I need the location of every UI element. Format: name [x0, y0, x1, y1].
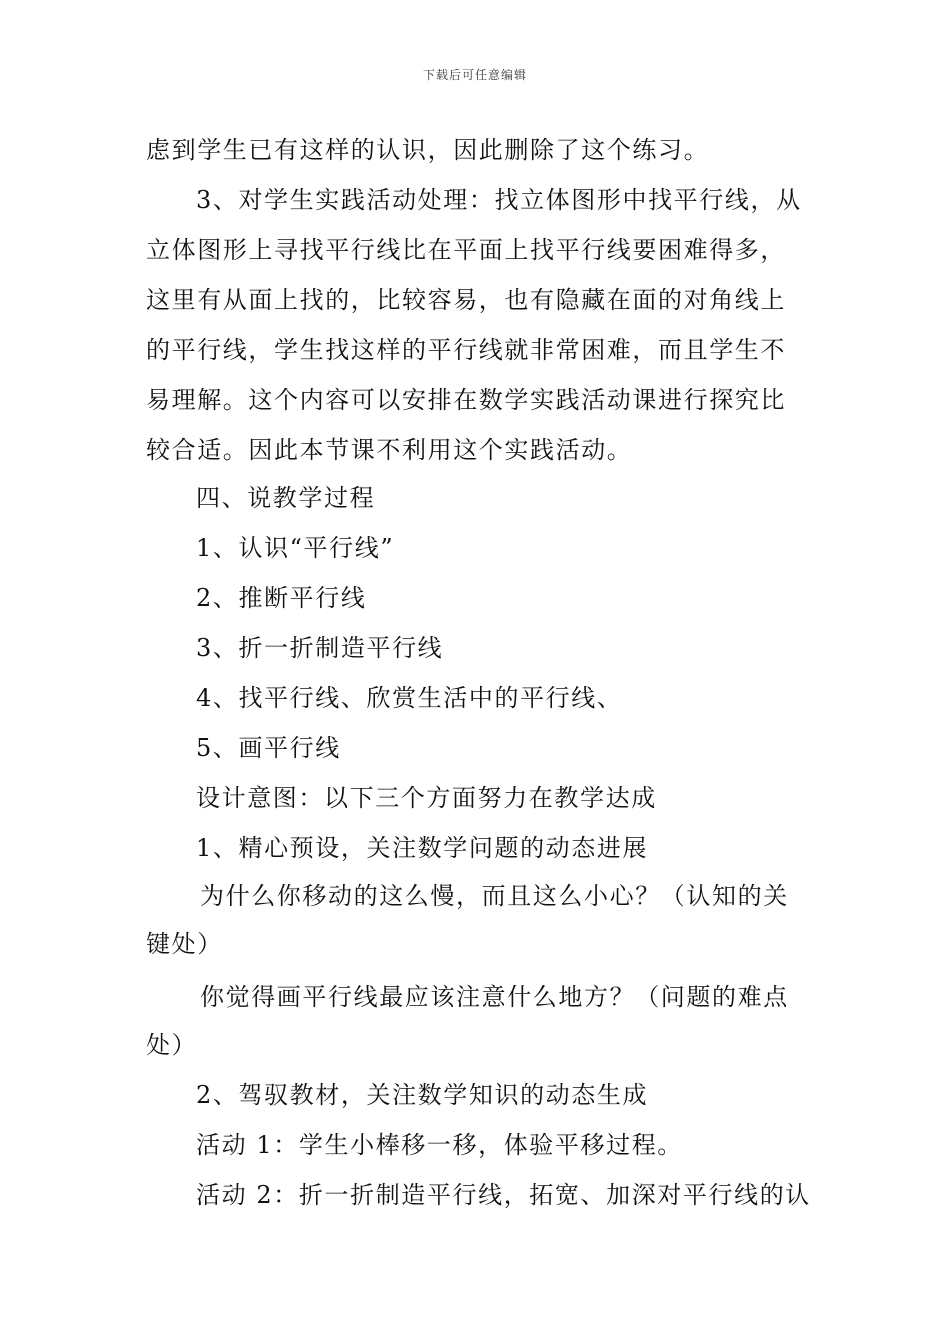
paragraph-line: 3、对学生实践活动处理：找立体图形中找平行线，从: [196, 186, 802, 214]
paragraph-line: 虑到学生已有这样的认识，因此删除了这个练习。: [146, 136, 710, 164]
paragraph-line: 的平行线，学生找这样的平行线就非常困难，而且学生不: [146, 336, 786, 364]
list-item: 5、画平行线: [196, 734, 341, 762]
list-item: 4、找平行线、欣赏生活中的平行线、: [196, 684, 623, 712]
list-item: 3、折一折制造平行线: [196, 634, 444, 662]
paragraph-line: 这里有从面上找的，比较容易，也有隐藏在面的对角线上: [146, 286, 786, 314]
paragraph-line: 较合适。因此本节课不利用这个实践活动。: [146, 436, 633, 464]
paragraph-line: 活动 2：折一折制造平行线，拓宽、加深对平行线的认: [196, 1181, 811, 1209]
paragraph-line: 处）: [146, 1031, 198, 1059]
paragraph-line: 你觉得画平行线最应该注意什么地方？（问题的难点: [200, 983, 789, 1011]
paragraph-line: 设计意图：以下三个方面努力在教学达成: [196, 784, 657, 812]
list-item: 1、认识“平行线”: [196, 534, 395, 562]
list-item: 2、驾驭教材，关注数学知识的动态生成: [196, 1081, 649, 1109]
list-item: 1、精心预设，关注数学问题的动态进展: [196, 834, 649, 862]
paragraph-line: 键处）: [146, 930, 223, 958]
paragraph-line: 易理解。这个内容可以安排在数学实践活动课进行探究比: [146, 386, 786, 414]
list-item: 2、推断平行线: [196, 584, 367, 612]
page-header: 下载后可任意编辑: [422, 68, 527, 82]
section-heading: 四、说教学过程: [196, 484, 376, 512]
paragraph-line: 立体图形上寻找平行线比在平面上找平行线要困难得多，: [146, 236, 786, 264]
paragraph-line: 为什么你移动的这么慢，而且这么小心？（认知的关: [200, 882, 789, 910]
paragraph-line: 活动 1：学生小棒移一移，体验平移过程。: [196, 1131, 683, 1159]
